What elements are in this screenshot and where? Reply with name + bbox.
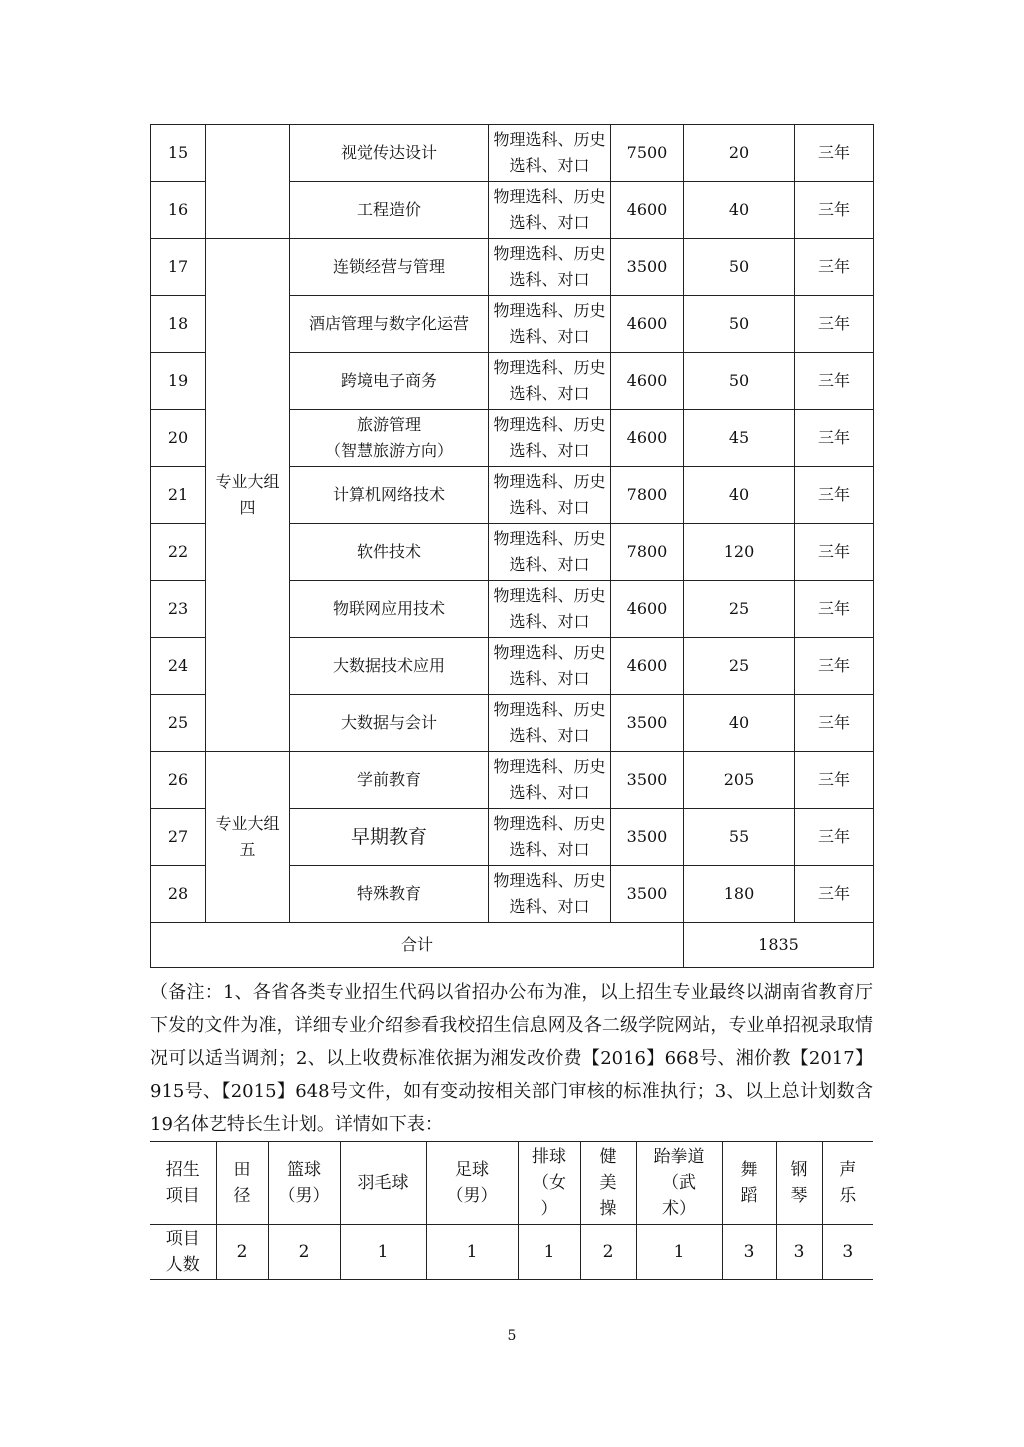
row-number: 21: [151, 467, 206, 524]
row-number: 22: [151, 524, 206, 581]
enrollment-count: 25: [684, 638, 795, 695]
total-row: [151, 923, 874, 968]
sports-header-label: 招生 项目: [150, 1142, 216, 1225]
row-number: 27: [151, 809, 206, 866]
tuition-fee: 4600: [611, 638, 684, 695]
subject-requirements: 物理选科、历史 选科、对口: [489, 182, 611, 239]
sport-name: 篮球 （男）: [268, 1142, 340, 1225]
enrollment-count: 205: [684, 752, 795, 809]
study-years: 三年: [795, 239, 874, 296]
study-years: 三年: [795, 353, 874, 410]
row-number: 17: [151, 239, 206, 296]
sport-name: 舞 蹈: [722, 1142, 776, 1225]
enrollment-count: 40: [684, 695, 795, 752]
subject-requirements: 物理选科、历史 选科、对口: [489, 638, 611, 695]
tuition-fee: 4600: [611, 581, 684, 638]
subject-requirements: 物理选科、历史 选科、对口: [489, 353, 611, 410]
tuition-fee: 3500: [611, 752, 684, 809]
enrollment-count: 50: [684, 239, 795, 296]
row-number: 16: [151, 182, 206, 239]
sport-name: 声 乐: [822, 1142, 873, 1225]
enrollment-count: 20: [684, 125, 795, 182]
major-name: 旅游管理 （智慧旅游方向）: [290, 410, 489, 467]
tuition-fee: 4600: [611, 353, 684, 410]
study-years: 三年: [795, 467, 874, 524]
tuition-fee: 3500: [611, 239, 684, 296]
sports-specialty-table: [150, 1141, 873, 1280]
tuition-fee: 4600: [611, 296, 684, 353]
subject-requirements: 物理选科、历史 选科、对口: [489, 866, 611, 923]
sport-count: 2: [268, 1225, 340, 1280]
table-row: [151, 239, 874, 296]
subject-requirements: 物理选科、历史 选科、对口: [489, 296, 611, 353]
tuition-fee: 7800: [611, 467, 684, 524]
tuition-fee: 4600: [611, 410, 684, 467]
major-name: 视觉传达设计: [290, 125, 489, 182]
subject-requirements: 物理选科、历史 选科、对口: [489, 467, 611, 524]
study-years: 三年: [795, 410, 874, 467]
study-years: 三年: [795, 182, 874, 239]
study-years: 三年: [795, 695, 874, 752]
table-row: [151, 125, 874, 182]
sport-name: 钢 琴: [776, 1142, 822, 1225]
subject-requirements: 物理选科、历史 选科、对口: [489, 125, 611, 182]
study-years: 三年: [795, 752, 874, 809]
row-number: 20: [151, 410, 206, 467]
subject-requirements: 物理选科、历史 选科、对口: [489, 581, 611, 638]
sport-count: 1: [518, 1225, 580, 1280]
sport-count: 1: [340, 1225, 426, 1280]
tuition-fee: 4600: [611, 182, 684, 239]
major-name: 学前教育: [290, 752, 489, 809]
major-name: 大数据技术应用: [290, 638, 489, 695]
sport-name: 田 径: [216, 1142, 268, 1225]
subject-requirements: 物理选科、历史 选科、对口: [489, 695, 611, 752]
enrollment-count: 120: [684, 524, 795, 581]
major-name: 计算机网络技术: [290, 467, 489, 524]
enrollment-count: 180: [684, 866, 795, 923]
group-cell-group5: 专业大组 五: [206, 752, 290, 923]
sport-name: 羽毛球: [340, 1142, 426, 1225]
subject-requirements: 物理选科、历史 选科、对口: [489, 410, 611, 467]
enrollment-count: 25: [684, 581, 795, 638]
tuition-fee: 3500: [611, 695, 684, 752]
sport-count: 3: [776, 1225, 822, 1280]
note-paragraph: （备注：1、各省各类专业招生代码以省招办公布为准，以上招生专业最终以湖南省教育厅下发的文件为准，详细专业介绍参看我校招生信息网及各二级学院网站，专业单招视录取情况可以适当调剂；2、以上收费标准依据为湘发改价费【2016】668号、湘价教【2017】915号、【2015】648号文件，如有变动按相关部门审核的标准执行；3、以上总计划数含19名体艺特长生计划。详情如下表：: [150, 982, 873, 1135]
study-years: 三年: [795, 809, 874, 866]
sports-count-row: [150, 1225, 873, 1280]
table-row: [151, 752, 874, 809]
row-number: 26: [151, 752, 206, 809]
study-years: 三年: [795, 638, 874, 695]
enrollment-plan-table: [150, 124, 874, 968]
page-number: 5: [507, 1328, 517, 1344]
sport-count: 3: [822, 1225, 873, 1280]
sport-count: 2: [580, 1225, 636, 1280]
total-label: 合计: [151, 923, 684, 968]
sport-name: 跆拳道 （武 术）: [636, 1142, 722, 1225]
tuition-fee: 7500: [611, 125, 684, 182]
sports-header-row: [150, 1142, 873, 1225]
row-number: 25: [151, 695, 206, 752]
study-years: 三年: [795, 581, 874, 638]
sport-count: 2: [216, 1225, 268, 1280]
row-number: 15: [151, 125, 206, 182]
study-years: 三年: [795, 296, 874, 353]
major-name: 软件技术: [290, 524, 489, 581]
tuition-fee: 7800: [611, 524, 684, 581]
total-value: 1835: [684, 923, 874, 968]
major-name: 连锁经营与管理: [290, 239, 489, 296]
sports-count-label: 项目 人数: [150, 1225, 216, 1280]
enrollment-count: 40: [684, 467, 795, 524]
tuition-fee: 3500: [611, 866, 684, 923]
subject-requirements: 物理选科、历史 选科、对口: [489, 239, 611, 296]
study-years: 三年: [795, 524, 874, 581]
subject-requirements: 物理选科、历史 选科、对口: [489, 752, 611, 809]
major-name: 大数据与会计: [290, 695, 489, 752]
enrollment-count: 50: [684, 296, 795, 353]
subject-requirements: 物理选科、历史 选科、对口: [489, 524, 611, 581]
major-name: 特殊教育: [290, 866, 489, 923]
enrollment-count: 45: [684, 410, 795, 467]
tuition-fee: 3500: [611, 809, 684, 866]
enrollment-count: 40: [684, 182, 795, 239]
enrollment-count: 55: [684, 809, 795, 866]
major-name: 工程造价: [290, 182, 489, 239]
row-number: 28: [151, 866, 206, 923]
group-cell-group4: 专业大组 四: [206, 239, 290, 752]
study-years: 三年: [795, 866, 874, 923]
row-number: 19: [151, 353, 206, 410]
sport-name: 足球 （男）: [426, 1142, 518, 1225]
row-number: 18: [151, 296, 206, 353]
enrollment-count: 50: [684, 353, 795, 410]
major-name: 跨境电子商务: [290, 353, 489, 410]
sport-name: 健 美 操: [580, 1142, 636, 1225]
major-name: 物联网应用技术: [290, 581, 489, 638]
row-number: 24: [151, 638, 206, 695]
sport-count: 1: [636, 1225, 722, 1280]
subject-requirements: 物理选科、历史 选科、对口: [489, 809, 611, 866]
study-years: 三年: [795, 125, 874, 182]
sport-count: 3: [722, 1225, 776, 1280]
row-number: 23: [151, 581, 206, 638]
major-name: 早期教育: [290, 809, 489, 866]
group-cell-group3: [206, 125, 290, 239]
sport-name: 排球 （女 ）: [518, 1142, 580, 1225]
sport-count: 1: [426, 1225, 518, 1280]
major-name: 酒店管理与数字化运营: [290, 296, 489, 353]
